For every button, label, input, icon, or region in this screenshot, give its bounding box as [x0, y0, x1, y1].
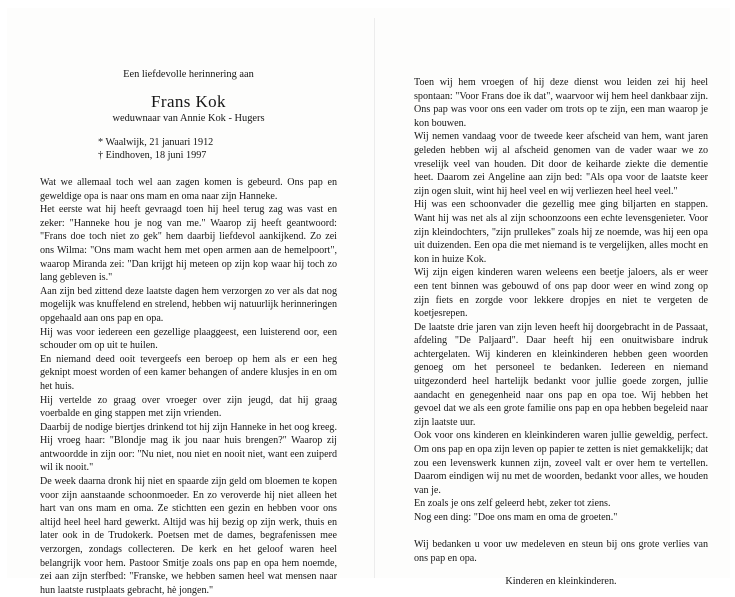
life-dates [98, 137, 337, 162]
paragraph: Het eerste wat hij heeft gevraagd toen hij heel terug zag was vast en zeker: "Hanneke hou je nog van me." Waarop zij heeft geantwoord: "Frans doe toch niet zo gek" hem daarbij liefdevol aankijkend. Zo zei ons Wilma: "Ons mam wacht hem met open armen aan de hemelpoort", waarop Miranda zei: "Dan krijgt hij meteen op zijn kop waar hij toch zo lang gebleven is." [40, 204, 337, 284]
widower-line: weduwnaar van Annie Kok - Hugers [112, 113, 265, 124]
paragraph: Ook voor ons kinderen en kleinkinderen waren jullie geweldig, perfect. Om ons pap en opa zijn leven op papier te zetten is niet gemakkelijk; dat zou een levenswerk kunnen zijn, zoveel valt er over hem te vertellen. Daarom eindigen wij nu met de woorden, bedankt voor alles, we houden van je. [414, 430, 708, 496]
paragraph: De week daarna dronk hij niet en spaarde zijn geld om bloemen te kopen voor zijn aanstaande schoonmoeder. En zo veroverde hij niet alleen het hart van ons mam en oma. Ze stichtten een gezin en hebben voor ons altijd heel heel hard gewerkt. Altijd was hij bezig op zijn werk, thuis en later ook in de Trudokerk. Poetsen met de dames, begrafenissen mee verzorgen, zondags collecteren. De kerk en het geloof waren heel belangrijk voor hem. Pastoor Smitje zoals ons pap en opa hem noemde, zei aan zijn sterfbed: "Franske, we hebben samen heel wat mensen naar hun laatste rustplaats gebracht, hè jongen." [40, 476, 337, 596]
paragraph: Hij was voor iedereen een gezellige plaaggeest, een luisterend oor, een schouder om op uit te huilen. [40, 326, 337, 352]
paragraph: Hij was een schoonvader die gezellig mee ging biljarten en stappen. Want hij was net als al zijn schoonzoons een echte levensgenieter. Voor zijn kleindochters, "zijn prullekes" zoals hij ze noemde, was hij een opa uit duizenden. Een opa die met niemand is te vergelijken, alles mocht en kon in huize Kok. [414, 199, 708, 265]
center-fold [374, 18, 375, 578]
left-page [40, 68, 337, 597]
intro-line: Een liefdevolle herinnering aan [123, 69, 254, 80]
paragraph: Daarbij de nodige biertjes drinkend tot hij zijn Hanneke in het oog kreeg. Hij vroeg haar: "Blondje mag ik jou naar huis brengen?" Waarop zij antwoordde in zijn oor: "Nu niet, nou niet en nooit niet, want een zuiperd wil ik nooit." [40, 421, 337, 474]
paragraph: Wij nemen vandaag voor de tweede keer afscheid van hem, want jaren geleden hebben wij al afscheid genomen van de vader waar we zo vreselijk veel van houden. Dit door de keiharde ziekte die dementie heet. Daarom zei Angeline aan zijn bed: "Als opa voor de laatste keer zijn ogen sluit, wint hij heel veel en wij verliezen heel heel veel." [414, 131, 708, 197]
death-line: † Eindhoven, 18 juni 1997 [98, 149, 207, 161]
paragraph: En niemand deed ooit tevergeefs een beroep op hem als er een heg geknipt moest worden of een kamer behangen of andere klusjes in en om het huis. [40, 353, 337, 392]
right-page [414, 76, 708, 588]
paragraph: En zoals je ons zelf geleerd hebt, zeker tot ziens. [414, 498, 611, 510]
paragraph: Hij vertelde zo graag over vroeger over zijn jeugd, dat hij graag voerbalde en ging stappen met zijn vrienden. [40, 394, 337, 420]
birth-line: * Waalwijk, 21 januari 1912 [98, 137, 214, 148]
deceased-name: Frans Kok [151, 92, 226, 111]
paragraph: De laatste drie jaren van zijn leven heeft hij doorgebracht in de Passaat, afdeling "De Paljaard". Daar heeft hij een onuitwisbare indruk achtergelaten. Wij kinderen en kleinkinderen hebben geen woorden genoeg om het personeel te bedanken. Iedereen en niemand uitgezonderd heel hartelijk bedankt voor jullie goede zorgen, jullie aandacht en genegenheid naar ons pap en opa toe. Wij hebben het gevoel dat we als een grote familie ons pap en opa hebben begeleid naar zijn laatste uur. [414, 321, 708, 428]
signature: Kinderen en kleinkinderen. [505, 576, 617, 588]
memorial-card [7, 8, 730, 596]
paragraph: Wat we allemaal toch wel aan zagen komen is gebeurd. Ons pap en geweldige opa is naar ons mam en oma naar zijn Hanneke. [40, 177, 337, 202]
thanks-paragraph: Wij bedanken u voor uw medeleven en steun bij ons grote verlies van ons pap en opa. [414, 539, 708, 564]
paragraph: Nog een ding: "Doe ons mam en oma de groeten." [414, 512, 618, 523]
paragraph: Wij zijn eigen kinderen waren weleens een beetje jaloers, als er weer een tent binnen was gebouwd of ons pap door weer en wind zong op zijn fiets en zorgde voor lekkere dropjes en niet te vergeten de koetjesrepen. [414, 267, 708, 320]
paragraph: Toen wij hem vroegen of hij deze dienst wou leiden zei hij heel spontaan: "Voor Frans doe ik dat", waarvoor wij hem heel dankbaar zijn. Ons pap was voor ons een vader om trots op te zijn, een man waarop je kon bouwen. [414, 77, 708, 129]
paragraph: Aan zijn bed zittend deze laatste dagen hem verzorgen zo ver als dat nog mogelijk was knuffelend en strelend, hebben wij natuurlijk herinneringen opgehaald aan ons pap en opa. [40, 285, 337, 324]
